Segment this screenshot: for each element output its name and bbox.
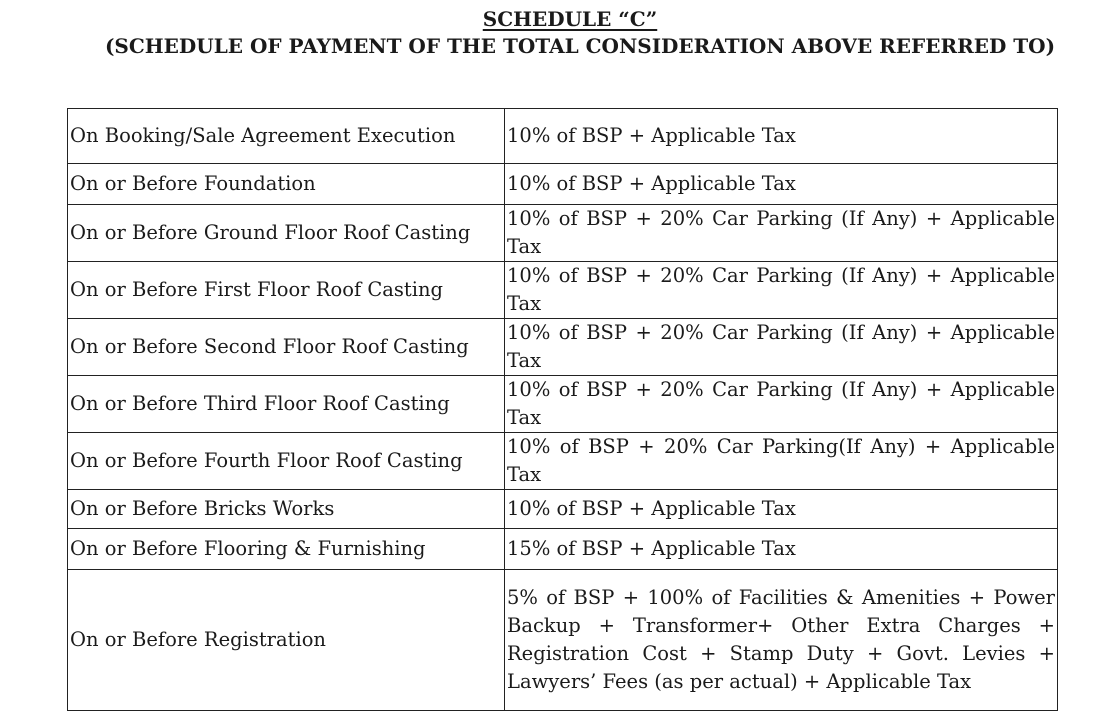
stage-cell: On or Before Flooring & Furnishing [68, 529, 505, 570]
table-row [68, 164, 1058, 205]
payment-cell: 10% of BSP + 20% Car Parking (If Any) + Applicable Tax [505, 319, 1058, 376]
payment-cell: 10% of BSP + 20% Car Parking(If Any) + Applicable Tax [505, 433, 1058, 490]
table-row [68, 490, 1058, 529]
table-row [68, 376, 1058, 433]
schedule-title: SCHEDULE “C” [482, 7, 658, 31]
payment-cell: 5% of BSP + 100% of Facilities & Amenities + Power Backup + Transformer+ Other Extra Charges + Registration Cost + Stamp Duty + Govt. Levies + Lawyers’ Fees (as per actual) + Applicable Tax [505, 570, 1058, 711]
payment-cell: 10% of BSP + 20% Car Parking (If Any) + Applicable Tax [505, 205, 1058, 262]
stage-cell: On Booking/Sale Agreement Execution [68, 109, 505, 164]
table-row [68, 529, 1058, 570]
payment-cell: 10% of BSP + 20% Car Parking (If Any) + Applicable Tax [505, 262, 1058, 319]
stage-cell: On or Before Registration [68, 570, 505, 711]
payment-cell: 10% of BSP + Applicable Tax [505, 164, 1058, 205]
stage-cell: On or Before Third Floor Roof Casting [68, 376, 505, 433]
stage-cell: On or Before Fourth Floor Roof Casting [68, 433, 505, 490]
payment-cell: 10% of BSP + 20% Car Parking (If Any) + Applicable Tax [505, 376, 1058, 433]
table-row [68, 109, 1058, 164]
payment-cell: 10% of BSP + Applicable Tax [505, 109, 1058, 164]
payment-cell: 15% of BSP + Applicable Tax [505, 529, 1058, 570]
table-row [68, 262, 1058, 319]
table-row [68, 319, 1058, 376]
payment-cell: 10% of BSP + Applicable Tax [505, 490, 1058, 529]
table-row [68, 205, 1058, 262]
stage-cell: On or Before Second Floor Roof Casting [68, 319, 505, 376]
stage-cell: On or Before First Floor Roof Casting [68, 262, 505, 319]
stage-cell: On or Before Bricks Works [68, 490, 505, 529]
stage-cell: On or Before Ground Floor Roof Casting [68, 205, 505, 262]
stage-cell: On or Before Foundation [68, 164, 505, 205]
table-row [68, 570, 1058, 711]
table-row [68, 433, 1058, 490]
schedule-subtitle: (SCHEDULE OF PAYMENT OF THE TOTAL CONSIDERATION ABOVE REFERRED TO) [104, 34, 1056, 58]
document-heading [0, 6, 1120, 60]
payment-schedule-table [67, 108, 1058, 711]
